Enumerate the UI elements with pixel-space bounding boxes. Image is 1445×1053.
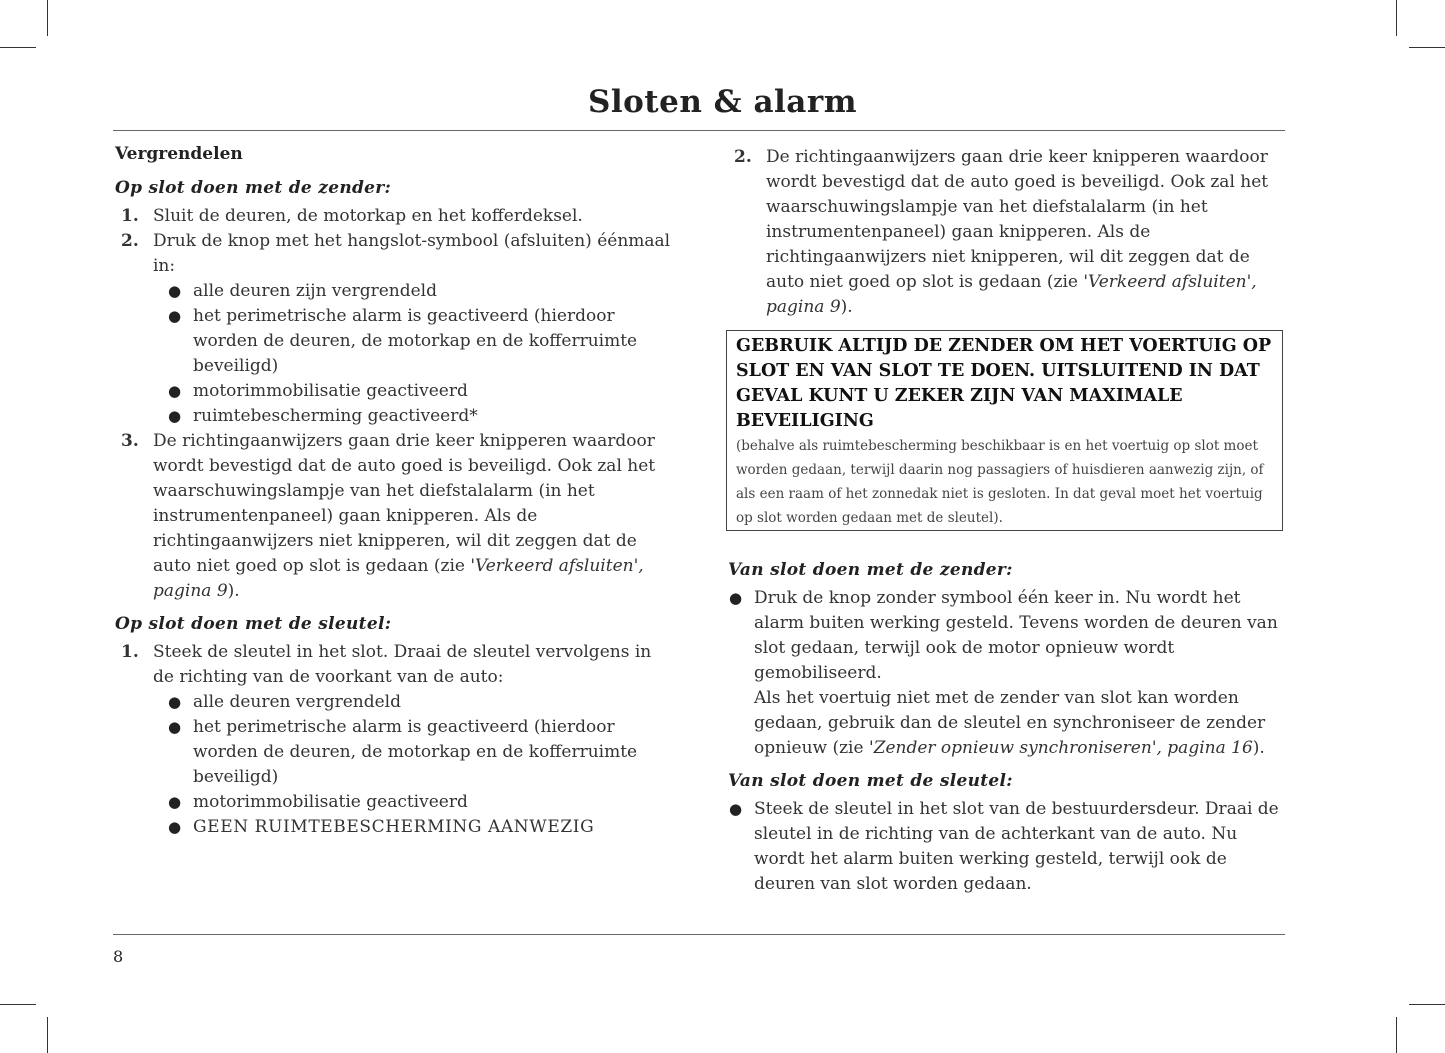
step-number: 3. [121,431,139,451]
bullet-text: het perimetrische alarm is geactiveerd (hierdoor worden de deuren, de motorkap en de kofferruimte beveiligd) [193,306,638,376]
section-heading-vergrendelen: Vergrendelen [115,144,243,164]
left-column [113,140,673,840]
page-title: Sloten & alarm [587,84,858,120]
subheading-lock-key: Op slot doen met de sleutel: [115,614,392,634]
crop-mark [47,1017,48,1053]
bullet-item [726,586,1286,686]
right-column-bottom [726,560,1286,897]
crop-mark [1396,0,1397,36]
step-2 [113,229,673,279]
page-reference: 'Zender opnieuw synchroniseren', pagina 16 [868,738,1253,758]
crop-mark [1396,1017,1397,1053]
bullet-icon: ● [729,800,743,818]
bullet-icon: ● [729,589,743,607]
bullet-item [113,404,673,429]
subheading-unlock-transmitter: Van slot doen met de zender: [728,560,1013,580]
bullet-item [113,790,673,815]
step-text-end: ). [840,297,853,317]
bullet-text: motorimmobilisatie geactiveerd [193,381,468,401]
page-number: 8 [113,947,124,966]
subheading-unlock-key: Van slot doen met de sleutel: [728,771,1013,791]
crop-mark [0,47,36,48]
step-number: 1. [121,642,139,662]
bullet-text: Steek de sleutel in het slot van de bestuurdersdeur. Draai de sleutel in de richting van de achterkant van de auto. Nu wordt het alarm buiten werking gesteld, terwijl ook de deuren van slot worden gedaan. [754,799,1279,894]
bullet-icon: ● [168,307,182,325]
page-reference: 'Verkeerd afsluiten', pagina 9 [153,556,644,601]
bullet-text: GEEN RUIMTEBESCHERMING AANWEZIG [193,817,595,837]
bullet-icon: ● [168,718,182,736]
page-reference: 'Verkeerd afsluiten', pagina 9 [766,272,1257,317]
bullet-icon: ● [168,818,182,836]
step-text: Sluit de deuren, de motorkap en het kofferdeksel. [153,206,583,226]
bullet-text: motorimmobilisatie geactiveerd [193,792,468,812]
warning-note: (behalve als ruimtebescherming beschikbaar is en het voertuig op slot moet worden gedaan, terwijl daarin nog passagiers of huisdieren aanwezig zijn, of als een raam of het zonnedak niet is gesloten. In dat geval moet het voertuig op slot worden gedaan met de sleutel). [736,438,1264,526]
bullet-text: alle deuren zijn vergrendeld [193,281,437,301]
footer-rule [113,934,1285,935]
crop-mark [47,0,48,36]
bullet-item [113,279,673,304]
bullet-item [113,379,673,404]
step-number: 1. [121,206,139,226]
bullet-icon: ● [168,793,182,811]
bullet-text: Druk de knop zonder symbool één keer in. Nu wordt het alarm buiten werking gesteld. Tevens worden de deuren van slot gedaan, terwijl ook de motor opnieuw wordt gemobiliseerd. [754,588,1278,683]
bullet-item [726,797,1286,897]
warning-box [726,330,1283,531]
bullet-item [113,690,673,715]
header-rule [113,130,1285,131]
step-number: 2. [121,231,139,251]
bullet-item [113,715,673,790]
crop-mark [1409,47,1445,48]
warning-heading: GEBRUIK ALTIJD DE ZENDER OM HET VOERTUIG OP SLOT EN VAN SLOT TE DOEN. UITSLUITEND IN DAT GEVAL KUNT U ZEKER ZIJN VAN MAXIMALE BEVEILIGING [736,336,1272,431]
bullet-text: het perimetrische alarm is geactiveerd (hierdoor worden de deuren, de motorkap en de kofferruimte beveiligd) [193,717,638,787]
bullet-icon: ● [168,693,182,711]
crop-mark [0,1004,36,1005]
step-text-end: ). [227,581,240,601]
step-1 [113,204,673,229]
paragraph-text-end: ). [1252,738,1265,758]
bullet-text: alle deuren vergrendeld [193,692,401,712]
bullet-text: ruimtebescherming geactiveerd* [193,406,478,426]
step-text: De richtingaanwijzers gaan drie keer knipperen waardoor wordt bevestigd dat de auto goed is beveiligd. Ook zal het waarschuwingslampje van het diefstalalarm (in het instrumentenpaneel) gaan knipperen. Als de richtingaanwijzers niet knipperen, wil dit zeggen dat de auto niet goed op slot is gedaan (zie [766,147,1269,292]
bullet-icon: ● [168,382,182,400]
step-3 [113,429,673,604]
bullet-item [113,815,673,840]
step-text: De richtingaanwijzers gaan drie keer knipperen waardoor wordt bevestigd dat de auto goed is beveiligd. Ook zal het waarschuwingslampje van het diefstalalarm (in het instrumentenpaneel) gaan knipperen. Als de richtingaanwijzers niet knipperen, wil dit zeggen dat de auto niet goed op slot is gedaan (zie [153,431,656,576]
bullet-icon: ● [168,282,182,300]
right-column-top [726,145,1286,320]
step-2 [726,145,1286,320]
bullet-icon: ● [168,407,182,425]
paragraph [726,686,1286,761]
step-text: Druk de knop met het hangslot-symbool (afsluiten) éénmaal in: [153,231,671,276]
subheading-lock-transmitter: Op slot doen met de zender: [115,178,392,198]
step-number: 2. [734,147,752,167]
step-1 [113,640,673,690]
bullet-item [113,304,673,379]
step-text: Steek de sleutel in het slot. Draai de sleutel vervolgens in de richting van de voorkant van de auto: [153,642,652,687]
paragraph-text: Als het voertuig niet met de zender van slot kan worden gedaan, gebruik dan de sleutel en synchroniseer de zender opnieuw (zie [754,688,1266,758]
crop-mark [1409,1004,1445,1005]
